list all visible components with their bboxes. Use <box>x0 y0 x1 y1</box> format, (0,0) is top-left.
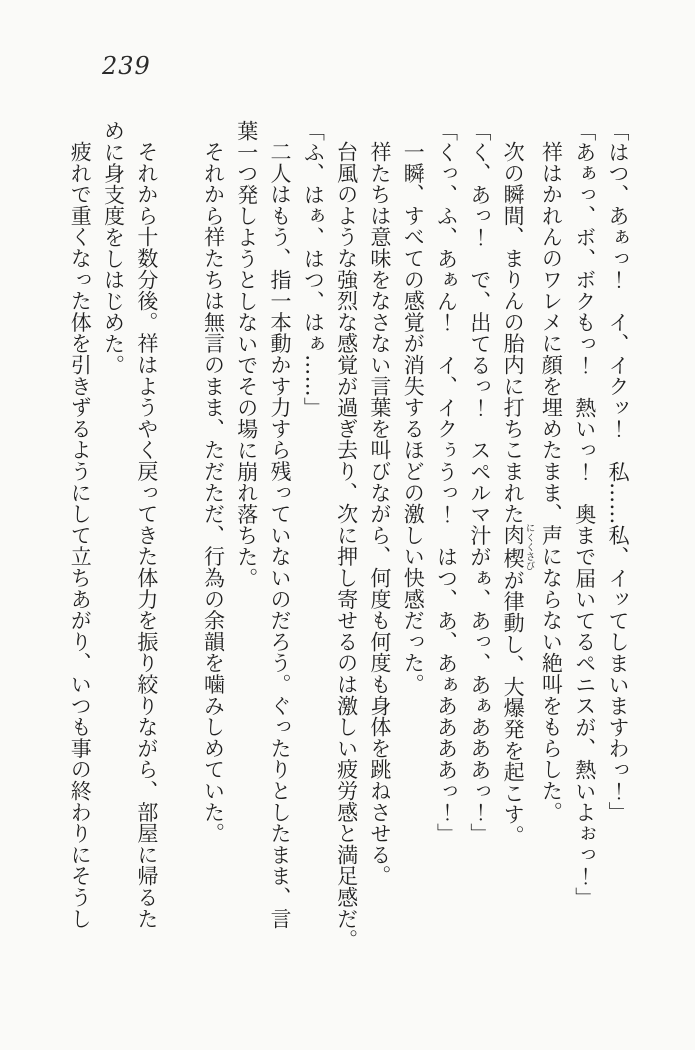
text-line: 「く、あっ！ で、出てるっ！ スペルマ汁がぁ、あっ、あぁあああっ！」 <box>467 120 492 845</box>
text-line: めに身支度をしはじめた。 <box>101 120 126 376</box>
text-line: 「ふ、はぁ、はつ、はぁ……」 <box>301 120 326 419</box>
text-block <box>63 120 634 954</box>
text-line: 「くっ、ふ、あぁん！ イ、イクぅうっ！ はつ、あ、あぁああああっ！」 <box>434 120 459 845</box>
text-line: それから祥たちは無言のまま、ただただ、行為の余韻を噛みしめていた。 <box>201 141 226 844</box>
text-line: 祥はかれんのワレメに顔を埋めたまま、声にならない絶叫をもらした。 <box>539 141 564 823</box>
text-line: 「あぁっ、ボ、ボクもっ！ 熱いっ！ 奥まで届いてるペニスが、熱いよぉっ！」 <box>572 120 597 909</box>
ruby-annotation: 肉楔にくくさび <box>501 523 535 571</box>
text-line: 台風のような強烈な感覚が過ぎ去り、次に押し寄せるのは激しい疲労感と満足感だ。 <box>334 141 359 951</box>
text-line: 疲れで重くなった体を引きずるようにして立ちあがり、いつも事の終わりにそうし <box>68 141 93 930</box>
text-line: 祥たちは意味をなさない言葉を叫びながら、何度も何度も身体を跳ねさせる。 <box>367 141 392 887</box>
page-number: 239 <box>102 52 151 80</box>
text-line: 二人はもう、指一本動かす力すら残っていないのだろう。ぐったりとしたまま、言 <box>268 141 293 930</box>
text-line: それから十数分後。祥はようやく戻ってきた体力を振り絞りながら、部屋に帰るた <box>134 141 159 930</box>
text-line: 一瞬、すべての感覚が消失するほどの激しい快感だった。 <box>401 141 426 695</box>
text-line: 次の瞬間、まりんの胎内に打ちこまれた肉楔にくくさびが律動し、大爆発を起こす。 <box>501 141 535 847</box>
text-line: 「はつ、あぁっ！ イ、イクッ！ 私……私、イッてしまいますわっ！」 <box>606 120 630 823</box>
text-line: 葉一つ発しようとしないでその場に崩れ落ちた。 <box>234 120 259 589</box>
blank-line <box>163 120 196 954</box>
